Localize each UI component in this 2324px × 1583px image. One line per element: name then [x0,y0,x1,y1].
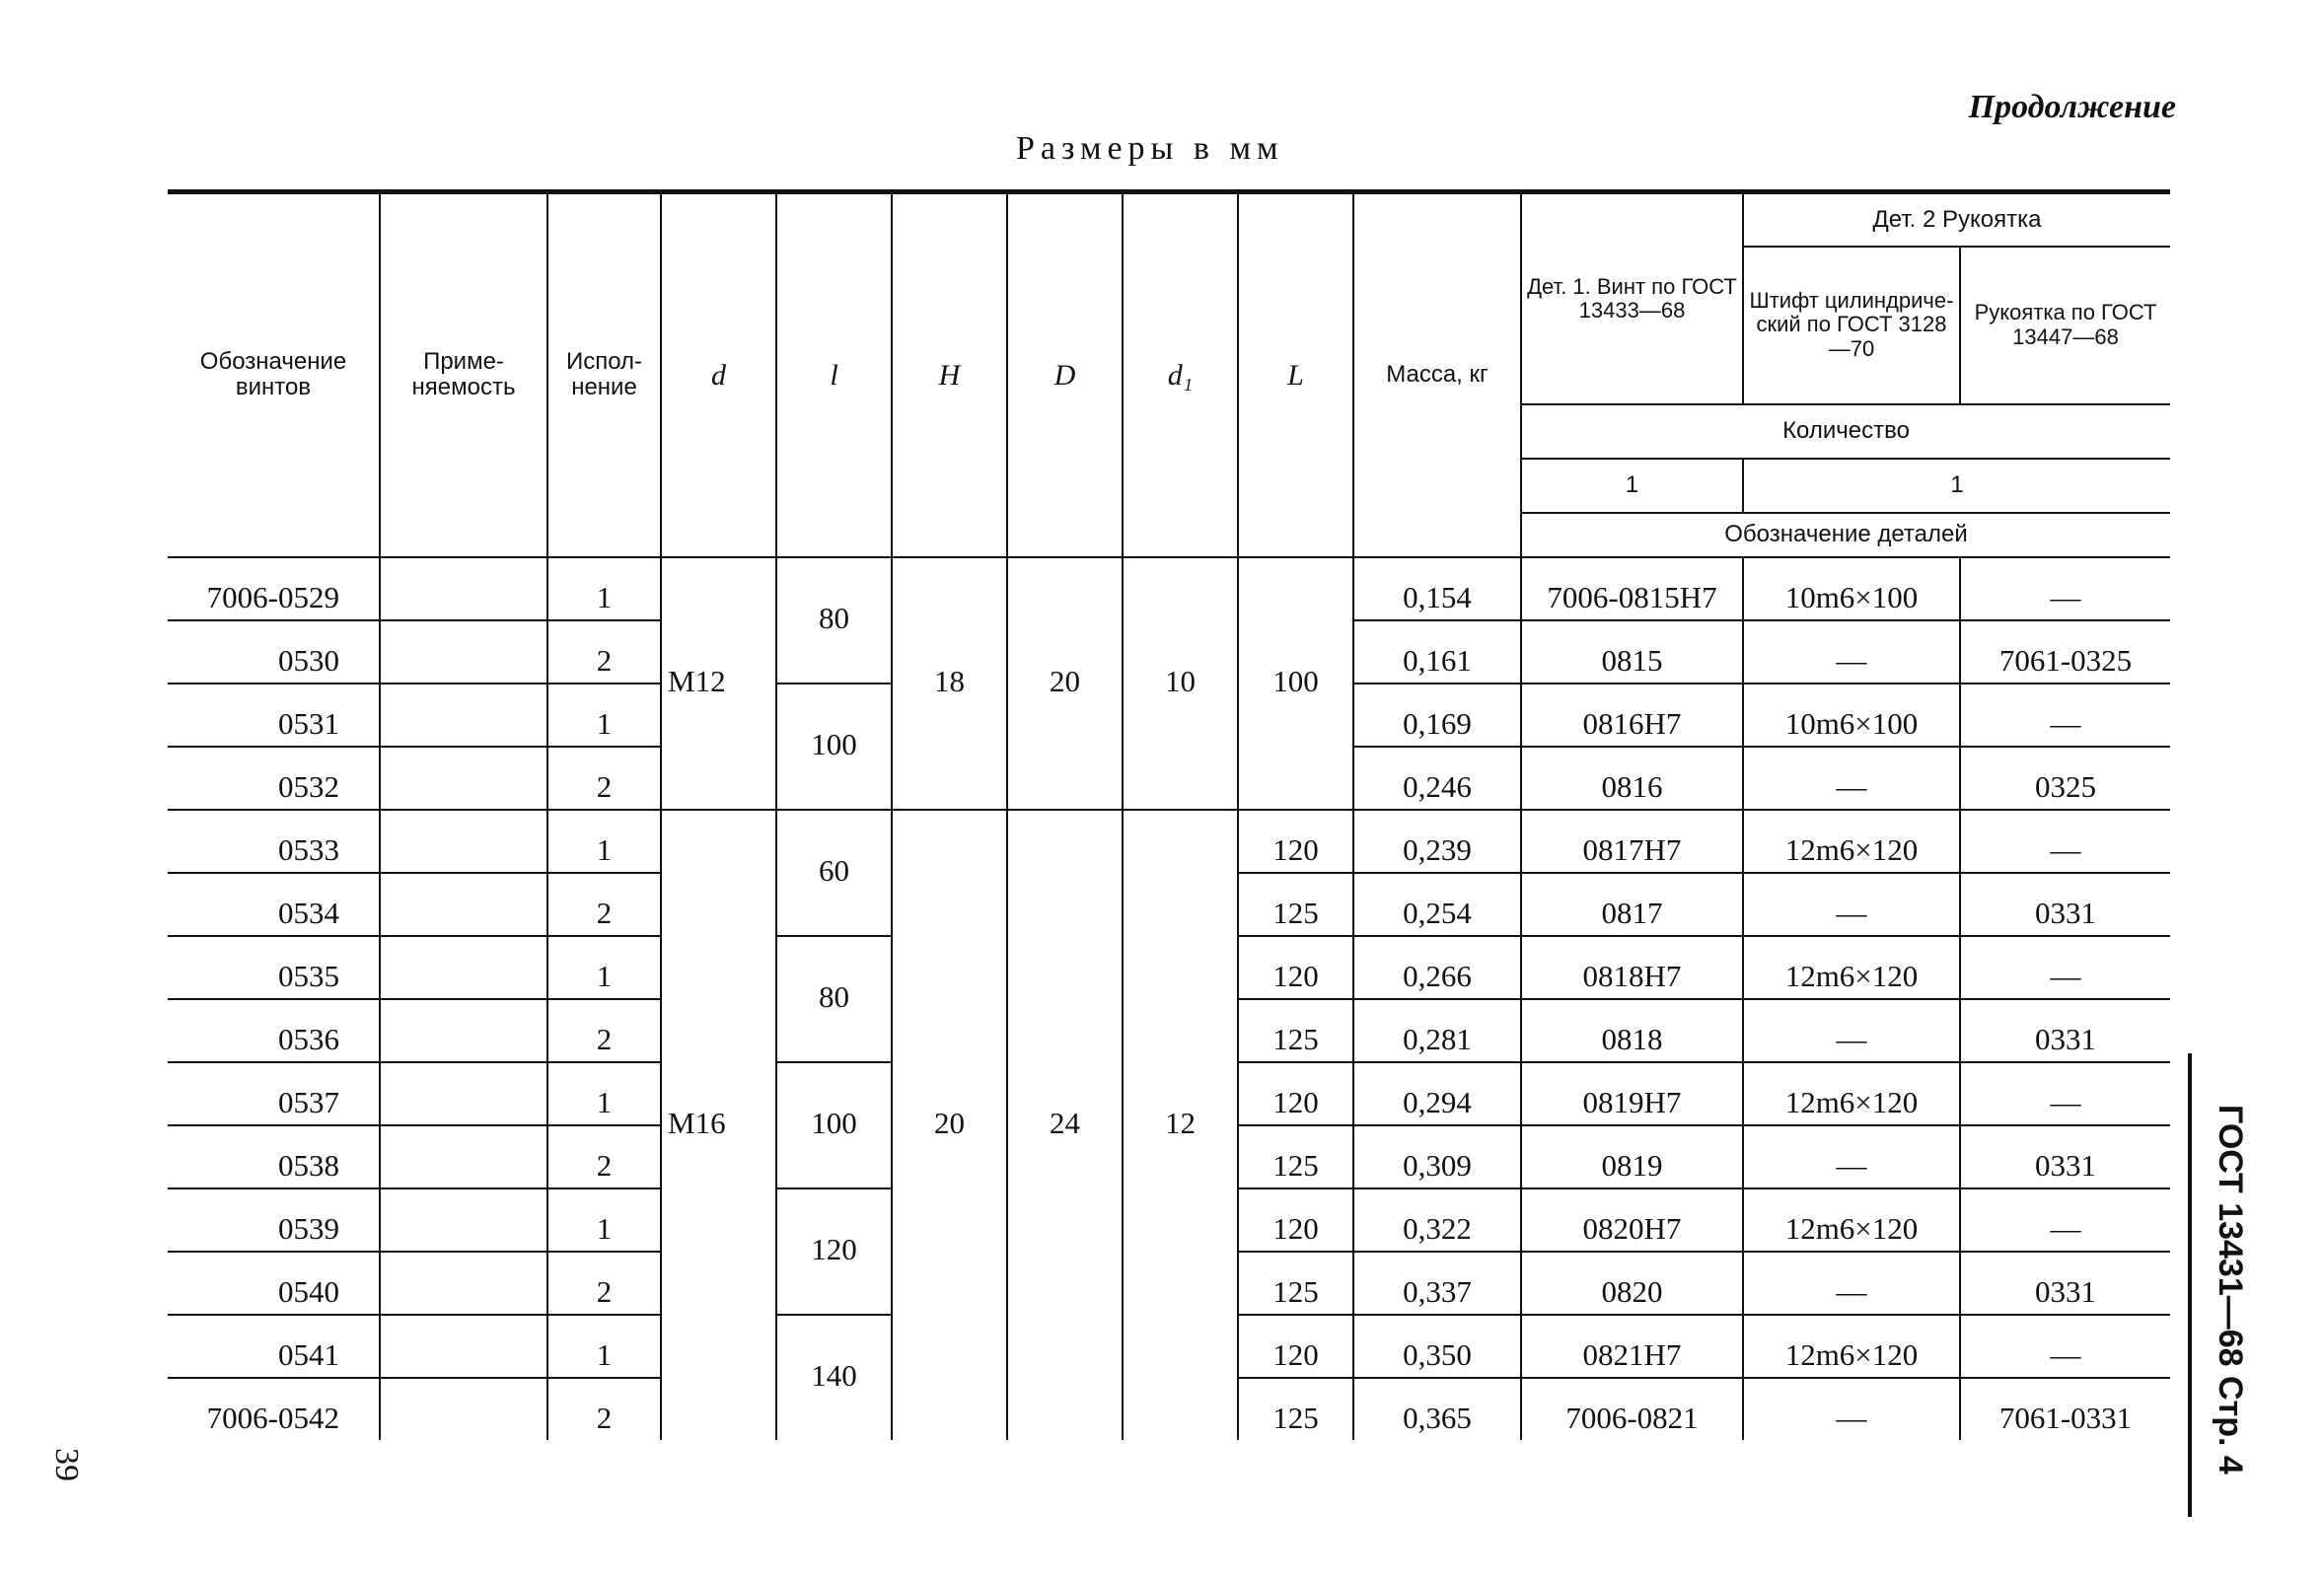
units-caption: Размеры в мм [1016,130,1284,167]
cell-handle: 7061-0325 [1960,620,2170,684]
cell-l: 100 [776,684,892,810]
cell-mass: 0,246 [1353,747,1521,810]
cell-h: 20 [892,810,1007,1440]
header-part2: Дет. 2 Рукоятка [1743,192,2170,247]
cell-applicability [380,936,547,999]
cell-mass: 0,239 [1353,810,1521,873]
cell-handle: 0331 [1960,1252,2170,1315]
cell-big-l: 120 [1238,1188,1353,1252]
cell-designation: 0540 [168,1252,380,1315]
cell-part1: 0819 [1521,1125,1743,1188]
cell-pin: 10m6×100 [1743,557,1960,620]
header-qty-2: 1 [1743,459,2170,513]
cell-l: 140 [776,1315,892,1440]
header-d1: d₁ [1123,192,1238,557]
cell-big-l: 120 [1238,1315,1353,1378]
cell-d: М16 [661,810,776,1440]
header-handle: Рукоятка по ГОСТ 13447—68 [1960,247,2170,404]
table-row [168,810,2170,873]
cell-applicability [380,999,547,1062]
cell-version: 1 [547,936,661,999]
cell-designation: 0533 [168,810,380,873]
cell-version: 1 [547,1315,661,1378]
cell-designation: 0531 [168,684,380,747]
cell-pin: — [1743,1125,1960,1188]
cell-handle: — [1960,1315,2170,1378]
specification-table [168,189,2170,1440]
cell-mass: 0,294 [1353,1062,1521,1125]
cell-pin: 12m6×120 [1743,810,1960,873]
cell-big-l: 120 [1238,810,1353,873]
cell-handle: — [1960,684,2170,747]
cell-applicability [380,1378,547,1440]
cell-pin: 12m6×120 [1743,1062,1960,1125]
cell-big-l: 125 [1238,999,1353,1062]
cell-applicability [380,557,547,620]
cell-applicability [380,1062,547,1125]
cell-applicability [380,747,547,810]
header-applicability: Приме-няемость [380,192,547,557]
cell-l: 120 [776,1188,892,1315]
cell-designation: 0534 [168,873,380,936]
cell-big-d: 24 [1007,810,1123,1440]
cell-version: 2 [547,1378,661,1440]
cell-l: 60 [776,810,892,936]
cell-designation: 0536 [168,999,380,1062]
cell-applicability [380,1315,547,1378]
cell-pin: 12m6×120 [1743,1315,1960,1378]
cell-version: 1 [547,1062,661,1125]
cell-part1: 0816Н7 [1521,684,1743,747]
header-big-d: D [1007,192,1123,557]
cell-applicability [380,684,547,747]
cell-handle: 0325 [1960,747,2170,810]
cell-version: 1 [547,1188,661,1252]
side-rule [2188,1053,2192,1517]
cell-version: 1 [547,557,661,620]
cell-version: 1 [547,810,661,873]
cell-big-l: 125 [1238,1125,1353,1188]
cell-mass: 0,337 [1353,1252,1521,1315]
cell-l: 100 [776,1062,892,1188]
cell-part1: 0817Н7 [1521,810,1743,873]
cell-d1: 12 [1123,810,1238,1440]
header-d: d [661,192,776,557]
cell-applicability [380,1252,547,1315]
cell-part1: 0816 [1521,747,1743,810]
cell-big-l: 120 [1238,936,1353,999]
cell-mass: 0,154 [1353,557,1521,620]
cell-l: 80 [776,936,892,1062]
cell-part1: 0818 [1521,999,1743,1062]
cell-pin: — [1743,620,1960,684]
cell-designation: 0532 [168,747,380,810]
cell-part1: 7006-0815Н7 [1521,557,1743,620]
cell-big-l: 120 [1238,1062,1353,1125]
cell-part1: 0817 [1521,873,1743,936]
header-big-l: L [1238,192,1353,557]
cell-handle: — [1960,1062,2170,1125]
cell-designation: 0530 [168,620,380,684]
cell-handle: 7061-0331 [1960,1378,2170,1440]
cell-version: 2 [547,1125,661,1188]
continuation-label: Продолжение [1968,89,2176,125]
cell-version: 2 [547,747,661,810]
cell-pin: 10m6×100 [1743,684,1960,747]
cell-applicability [380,873,547,936]
header-version: Испол-нение [547,192,661,557]
cell-d1: 10 [1123,557,1238,810]
cell-big-l: 125 [1238,873,1353,936]
cell-big-d: 20 [1007,557,1123,810]
cell-designation: 0541 [168,1315,380,1378]
header-l: l [776,192,892,557]
cell-designation: 0535 [168,936,380,999]
cell-pin: — [1743,1378,1960,1440]
cell-h: 18 [892,557,1007,810]
header-designation: Обозначение винтов [168,192,380,557]
cell-version: 2 [547,873,661,936]
cell-l: 80 [776,557,892,684]
header-quantity: Количество [1521,404,2170,459]
cell-handle: 0331 [1960,1125,2170,1188]
header-pin: Штифт цилиндриче-ский по ГОСТ 3128—70 [1743,247,1960,404]
table-row [168,557,2170,620]
cell-pin: — [1743,1252,1960,1315]
cell-pin: 12m6×120 [1743,1188,1960,1252]
cell-mass: 0,266 [1353,936,1521,999]
cell-mass: 0,161 [1353,620,1521,684]
cell-big-l: 125 [1238,1378,1353,1440]
cell-pin: — [1743,999,1960,1062]
cell-handle: 0331 [1960,999,2170,1062]
cell-applicability [380,620,547,684]
cell-version: 1 [547,684,661,747]
header-h: H [892,192,1007,557]
cell-mass: 0,254 [1353,873,1521,936]
cell-part1: 0819Н7 [1521,1062,1743,1125]
cell-handle: 0331 [1960,873,2170,936]
cell-handle: — [1960,1188,2170,1252]
cell-version: 2 [547,620,661,684]
cell-handle: — [1960,936,2170,999]
cell-pin: 12m6×120 [1743,936,1960,999]
cell-mass: 0,350 [1353,1315,1521,1378]
cell-part1: 7006-0821 [1521,1378,1743,1440]
cell-d: М12 [661,557,776,810]
cell-part1: 0818Н7 [1521,936,1743,999]
cell-designation: 7006-0529 [168,557,380,620]
cell-pin: — [1743,873,1960,936]
header-qty-1: 1 [1521,459,1743,513]
cell-applicability [380,1125,547,1188]
cell-part1: 0815 [1521,620,1743,684]
cell-handle: — [1960,557,2170,620]
cell-part1: 0820 [1521,1252,1743,1315]
page-number: 39 [48,1448,85,1481]
cell-mass: 0,365 [1353,1378,1521,1440]
cell-designation: 0538 [168,1125,380,1188]
cell-part1: 0821Н7 [1521,1315,1743,1378]
cell-mass: 0,169 [1353,684,1521,747]
cell-part1: 0820Н7 [1521,1188,1743,1252]
cell-applicability [380,810,547,873]
cell-mass: 0,322 [1353,1188,1521,1252]
cell-version: 2 [547,1252,661,1315]
cell-designation: 0539 [168,1188,380,1252]
header-mass: Масса, кг [1353,192,1521,557]
side-label: ГОСТ 13431—68 Стр. 4 [2212,1105,2249,1475]
cell-big-l: 100 [1238,557,1353,810]
cell-big-l: 125 [1238,1252,1353,1315]
cell-mass: 0,309 [1353,1125,1521,1188]
cell-handle: — [1960,810,2170,873]
cell-mass: 0,281 [1353,999,1521,1062]
cell-version: 2 [547,999,661,1062]
cell-applicability [380,1188,547,1252]
cell-pin: — [1743,747,1960,810]
header-part-designation: Обозначение деталей [1521,513,2170,557]
header-part1: Дет. 1. Винт по ГОСТ 13433—68 [1521,192,1743,404]
cell-designation: 0537 [168,1062,380,1125]
cell-designation: 7006-0542 [206,1400,339,1435]
